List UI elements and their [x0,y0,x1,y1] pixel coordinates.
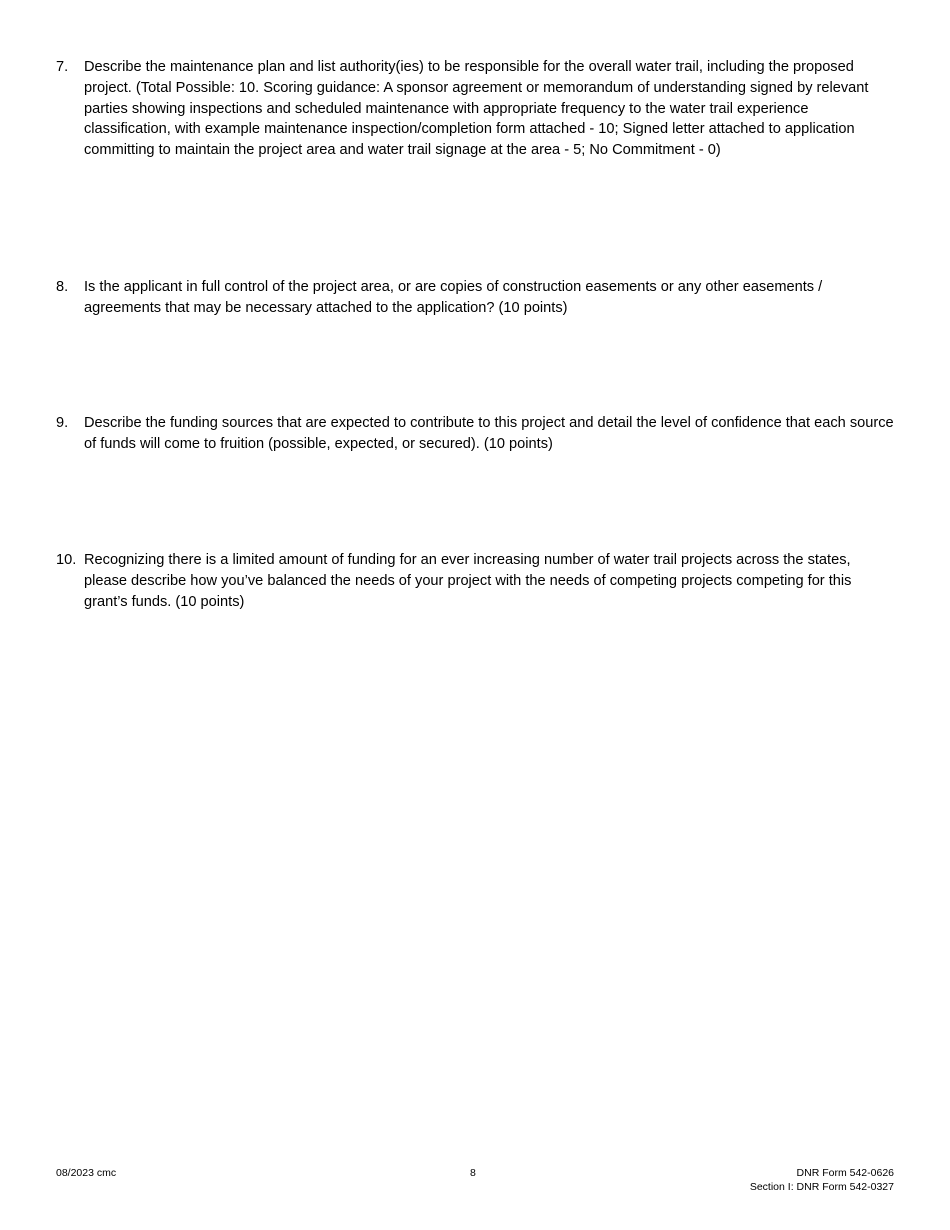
footer-revision-date: 08/2023 cmc [56,1167,117,1179]
question-8 [56,277,896,319]
footer-form-info [750,1166,894,1194]
question-number: 10. [56,552,77,568]
question-7 [56,57,896,161]
question-text: Recognizing there is a limited amount of funding for an ever increasing number of water trail projects across the states, please describe how you’ve balanced the needs of your project with the needs of competing projects competing for this grant’s funds. (10 points) [84,552,852,610]
question-number: 9. [56,415,69,431]
footer-section-form: Section I: DNR Form 542-0327 [749,1181,894,1193]
question-text: Describe the funding sources that are expected to contribute to this project and detail the level of confidence that each source of funds will come to fruition (possible, expected, or secured). (10 points) [84,415,894,452]
question-number: 7. [56,59,69,75]
question-number: 8. [56,279,69,295]
question-text: Is the applicant in full control of the project area, or are copies of construction easements or any other easements / agreements that may be necessary attached to the application? (10 points) [84,279,823,316]
question-text: Describe the maintenance plan and list authority(ies) to be responsible for the overall water trail, including the proposed project. (Total Possible: 10. Scoring guidance: A sponsor agreement or memorandum of understanding signed by relevant parties showing inspections and scheduled maintenance with appropriate frequency to the water trail experience classification, with example maintenance inspection/completion form attached - 10; Signed letter attached to application committing to maintain the project area and water trail signage at the area - 5; No Commitment - 0) [84,59,869,159]
question-10 [56,550,896,612]
footer-form-number: DNR Form 542-0626 [796,1167,894,1179]
question-9 [56,413,896,455]
footer-page-number: 8 [470,1167,476,1179]
